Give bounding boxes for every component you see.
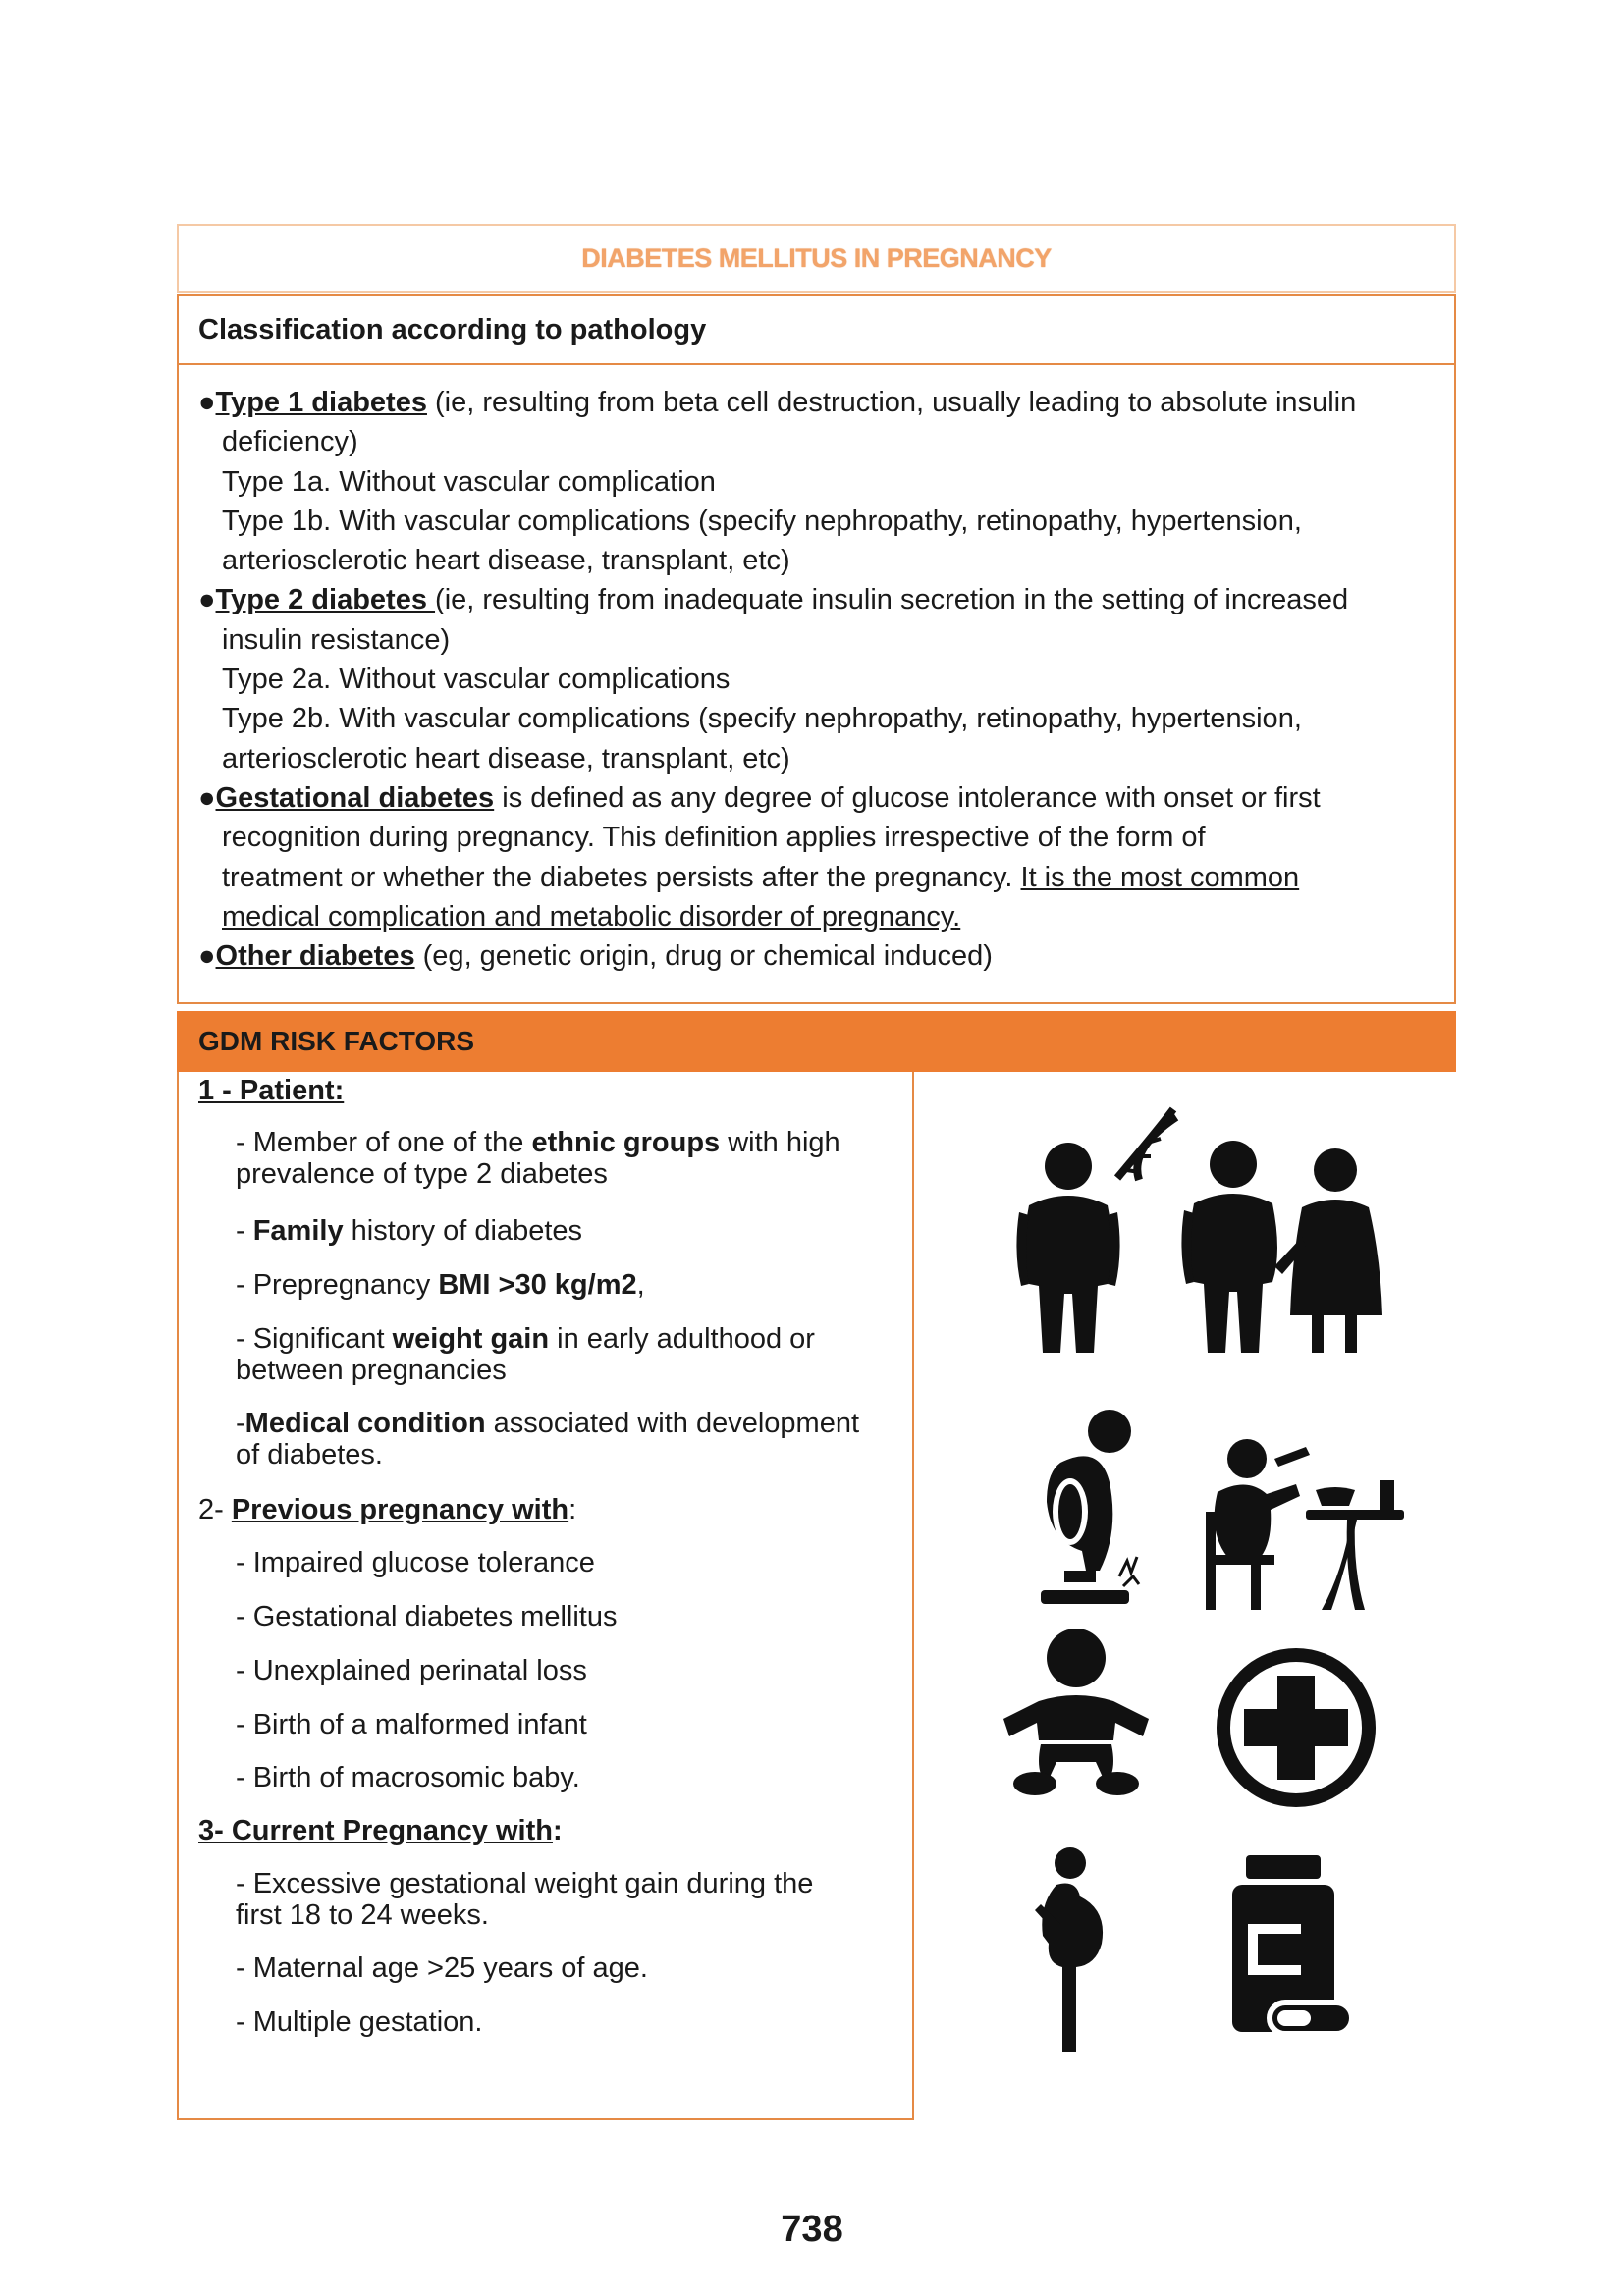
medical-cross-icon [1213,1644,1380,1811]
eating-icon [1188,1433,1414,1620]
baby-icon [1001,1625,1159,1801]
risk-icons [982,1080,1453,2061]
previous-section-label: 2- Previous pregnancy with: [198,1494,577,1525]
type1b-cont: arteriosclerotic heart disease, transplant, etc) [222,545,790,577]
family-dna-icon [1011,1090,1424,1364]
type2a: Type 2a. Without vascular complications [222,664,731,696]
risk-item-multiple-gestation: - Multiple gestation. [236,2006,483,2038]
type1-item: ●Type 1 diabetes (ie, resulting from beta cell destruction, usually leading to absolute insulin [198,387,1357,418]
overweight-scale-icon [1021,1404,1168,1620]
type1b: Type 1b. With vascular complications (specify nephropathy, retinopathy, hypertension, [222,505,1302,537]
risk-item-gdm: - Gestational diabetes mellitus [236,1601,618,1632]
gestational-item: ●Gestational diabetes is defined as any degree of glucose intolerance with onset or first [198,781,1321,814]
type1-label: Type 1 diabetes [215,387,427,418]
gestational-cont2: treatment or whether the diabetes persists after the pregnancy. It is the most common [222,861,1300,893]
current-section-label: 3- Current Pregnancy with: [198,1815,563,1846]
risk-item-weight-gain: - Significant weight gain in early adulthood or between pregnancies [236,1323,815,1386]
type2-item: ●Type 2 diabetes (ie, resulting from inadequate insulin secretion in the setting of increased [198,584,1349,616]
other-item: ●Other diabetes (eg, genetic origin, drug or chemical induced) [198,940,993,973]
risk-factors-heading: GDM RISK FACTORS [177,1011,1456,1072]
type2-label: Type 2 diabetes [215,584,436,616]
risk-item-maternal-age: - Maternal age >25 years of age. [236,1952,648,1984]
risk-item-gestational-weight: - Excessive gestational weight gain during the first 18 to 24 weeks. [236,1868,814,1931]
gestational-cont1: recognition during pregnancy. This definition applies irrespective of the form of [222,822,1206,854]
page-number: 738 [781,2209,843,2250]
type1-cont: deficiency) [222,426,358,458]
risk-item-macrosomic: - Birth of macrosomic baby. [236,1762,580,1793]
document-title: DIABETES MELLITUS IN PREGNANCY [581,242,1052,273]
risk-item-igt: - Impaired glucose tolerance [236,1547,595,1578]
type2b: Type 2b. With vascular complications (specify nephropathy, retinopathy, hypertension, [222,703,1302,735]
document-title-box [177,224,1456,293]
type1a: Type 1a. Without vascular complication [222,465,716,498]
gestational-label: Gestational diabetes [215,781,495,814]
risk-item-ethnic: - Member of one of the ethnic groups with high prevalence of type 2 diabetes [236,1127,840,1190]
risk-item-bmi: - Prepregnancy BMI >30 kg/m2, [236,1269,645,1301]
risk-factors-box [177,1072,914,2120]
classification-heading: Classification according to pathology [179,296,1454,365]
other-label: Other diabetes [215,940,415,973]
risk-item-malformed: - Birth of a malformed infant [236,1709,587,1740]
gestational-cont3: medical complication and metabolic disorder of pregnancy. [222,900,961,933]
patient-section-label: 1 - Patient: [198,1075,345,1106]
classification-list [179,365,1454,976]
type2-cont: insulin resistance) [222,623,451,656]
pregnant-woman-icon [1021,1845,1129,2052]
risk-item-perinatal-loss: - Unexplained perinatal loss [236,1655,587,1686]
type2b-cont: arteriosclerotic heart disease, transplant, etc) [222,742,790,774]
classification-box [177,294,1456,1004]
risk-item-family: - Family history of diabetes [236,1215,583,1247]
risk-item-medical: -Medical condition associated with development of diabetes. [236,1408,860,1470]
medication-bottle-icon [1222,1855,1360,2042]
